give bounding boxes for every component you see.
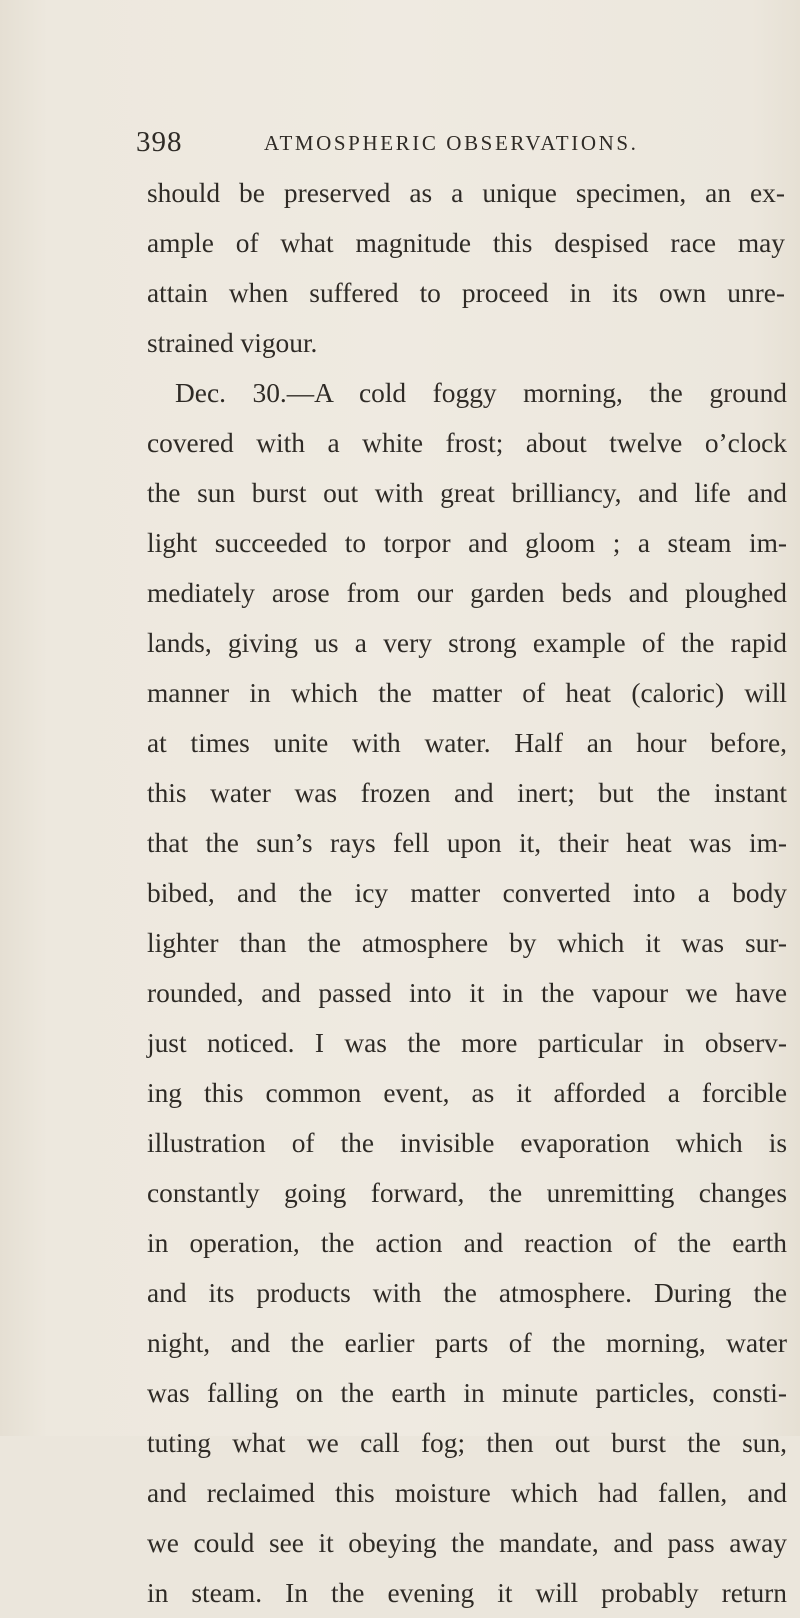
text-line: lands, giving us a very strong example of the rapid (147, 628, 787, 658)
text-line: constantly going forward, the unremitting changes (147, 1178, 787, 1208)
text-line: illustration of the invisible evaporation which is (147, 1128, 787, 1158)
text-line: lighter than the atmosphere by which it was sur- (147, 928, 787, 958)
text-line: night, and the earlier parts of the morning, water (147, 1328, 787, 1358)
text-line: in operation, the action and reaction of the earth (147, 1228, 787, 1258)
text-line: rounded, and passed into it in the vapour we have (147, 978, 787, 1008)
text-line: we could see it obeying the mandate, and pass away (147, 1528, 787, 1558)
text-line: and its products with the atmosphere. During the (147, 1278, 787, 1308)
text-line: mediately arose from our garden beds and ploughed (147, 578, 787, 608)
text-line: strained vigour. (147, 328, 318, 358)
text-line: light succeeded to torpor and gloom ; a steam im- (147, 528, 787, 558)
text-line: this water was frozen and inert; but the instant (147, 778, 787, 808)
text-line: Dec. 30.—A cold foggy morning, the ground (175, 378, 787, 408)
text-line: ample of what magnitude this despised race may (147, 228, 785, 258)
text-line: was falling on the earth in minute particles, consti- (147, 1378, 787, 1408)
text-line: in steam. In the evening it will probably return (147, 1578, 787, 1608)
text-line: bibed, and the icy matter converted into a body (147, 878, 787, 908)
text-line: manner in which the matter of heat (caloric) will (147, 678, 787, 708)
text-line: just noticed. I was the more particular in observ- (147, 1028, 787, 1058)
page-number: 398 (136, 126, 183, 158)
text-line: that the sun’s rays fell upon it, their heat was im- (147, 828, 787, 858)
running-title: ATMOSPHERIC OBSERVATIONS. (264, 131, 639, 155)
text-line: covered with a white frost; about twelve o’clock (147, 428, 787, 458)
running-head (0, 126, 800, 166)
text-line: and reclaimed this moisture which had fallen, and (147, 1478, 787, 1508)
text-line: should be preserved as a unique specimen, an ex- (147, 178, 785, 208)
text-line: at times unite with water. Half an hour before, (147, 728, 787, 758)
text-line: attain when suffered to proceed in its own unre- (147, 278, 785, 308)
text-line: the sun burst out with great brilliancy, and life and (147, 478, 787, 508)
text-line: ing this common event, as it afforded a forcible (147, 1078, 787, 1108)
text-line: tuting what we call fog; then out burst the sun, (147, 1428, 787, 1458)
